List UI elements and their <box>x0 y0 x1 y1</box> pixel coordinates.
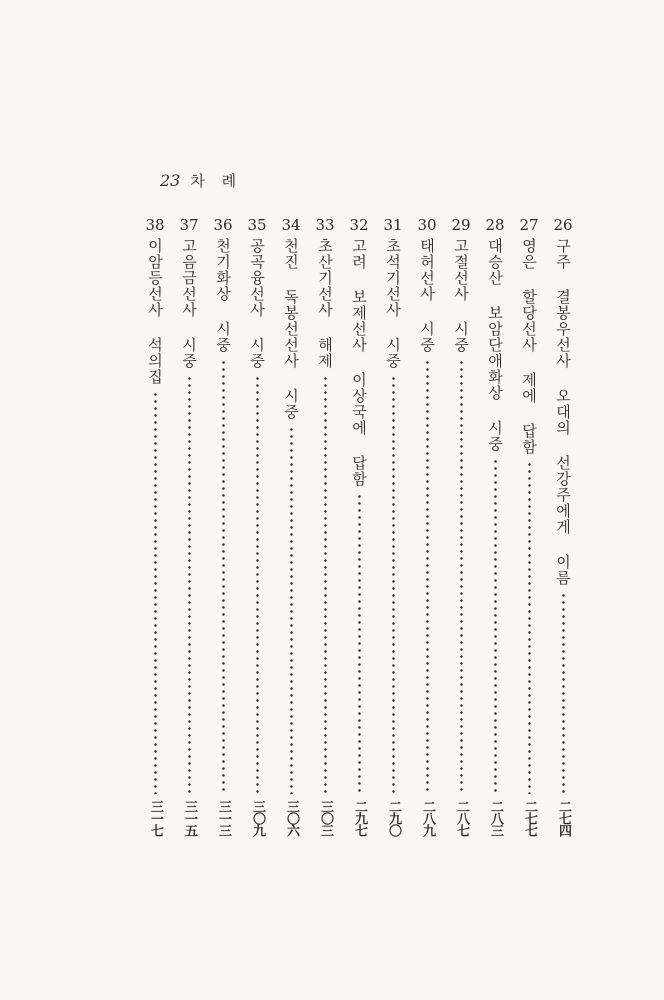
entry-page: 三〇三 <box>318 800 333 836</box>
entry-number: 33 <box>315 216 335 234</box>
toc-entry <box>414 216 440 836</box>
toc-entry <box>210 216 236 836</box>
dot-leader <box>562 592 565 794</box>
entry-number: 28 <box>485 216 505 234</box>
dot-leader <box>188 375 191 794</box>
entry-page: 二九〇 <box>386 800 401 836</box>
entry-title: 초산기선사 해제 <box>316 238 334 369</box>
dot-leader <box>222 359 225 794</box>
dot-leader <box>460 359 463 794</box>
table-of-contents <box>142 216 576 836</box>
entry-page: 三一七 <box>148 800 163 836</box>
entry-number: 29 <box>451 216 471 234</box>
toc-entry <box>448 216 474 836</box>
page-title: 차 례 <box>190 172 243 190</box>
entry-title: 대승산 보암단애화상 시중 <box>486 238 504 452</box>
dot-leader <box>494 458 497 794</box>
entry-page: 三一五 <box>182 800 197 836</box>
entry-title: 천진 독봉선선사 시중 <box>282 238 300 420</box>
toc-entry <box>380 216 406 836</box>
entry-title: 고절선사 시중 <box>452 238 470 353</box>
dot-leader <box>392 375 395 794</box>
toc-entry <box>346 216 372 836</box>
dot-leader <box>324 375 327 794</box>
entry-page: 三一三 <box>216 800 231 836</box>
entry-title: 태허선사 시중 <box>418 238 436 353</box>
entry-page: 二八七 <box>454 800 469 836</box>
dot-leader <box>256 375 259 794</box>
entry-page: 二七四 <box>556 800 571 836</box>
entry-title: 고음금선사 시중 <box>180 238 198 369</box>
entry-number: 37 <box>179 216 199 234</box>
entry-page: 二八九 <box>420 800 435 836</box>
entry-number: 36 <box>213 216 233 234</box>
entry-page: 二八三 <box>488 800 503 836</box>
entry-title: 공곡융선사 시중 <box>248 238 266 369</box>
entry-number: 35 <box>247 216 267 234</box>
entry-page: 二九七 <box>352 800 367 836</box>
toc-entry <box>482 216 508 836</box>
entry-title: 이암등선사 석의집 <box>146 238 164 385</box>
toc-entry <box>244 216 270 836</box>
dot-leader <box>528 461 531 794</box>
entry-number: 38 <box>145 216 165 234</box>
dot-leader <box>358 493 361 794</box>
toc-entry <box>176 216 202 836</box>
toc-entry <box>278 216 304 836</box>
dot-leader <box>426 359 429 794</box>
entry-title: 천기화상 시중 <box>214 238 232 353</box>
page-header <box>160 170 242 191</box>
entry-number: 34 <box>281 216 301 234</box>
entry-title: 영은 할당선사 제에 답함 <box>520 238 538 455</box>
page-number: 23 <box>160 171 181 190</box>
entry-number: 30 <box>417 216 437 234</box>
toc-entry <box>312 216 338 836</box>
toc-entry <box>142 216 168 836</box>
entry-number: 32 <box>349 216 369 234</box>
entry-title: 초석기선사 시중 <box>384 238 402 369</box>
entry-page: 二七七 <box>522 800 537 836</box>
entry-number: 26 <box>553 216 573 234</box>
entry-page: 三〇九 <box>250 800 265 836</box>
entry-number: 31 <box>383 216 403 234</box>
toc-entry <box>550 216 576 836</box>
entry-title: 구주 결봉우선사 오대의 선강주에게 이름 <box>554 238 572 586</box>
dot-leader <box>290 426 293 794</box>
entry-title: 고려 보제선사 이상국에 답함 <box>350 238 368 487</box>
dot-leader <box>154 391 157 794</box>
entry-page: 三〇六 <box>284 800 299 836</box>
toc-entry <box>516 216 542 836</box>
entry-number: 27 <box>519 216 539 234</box>
